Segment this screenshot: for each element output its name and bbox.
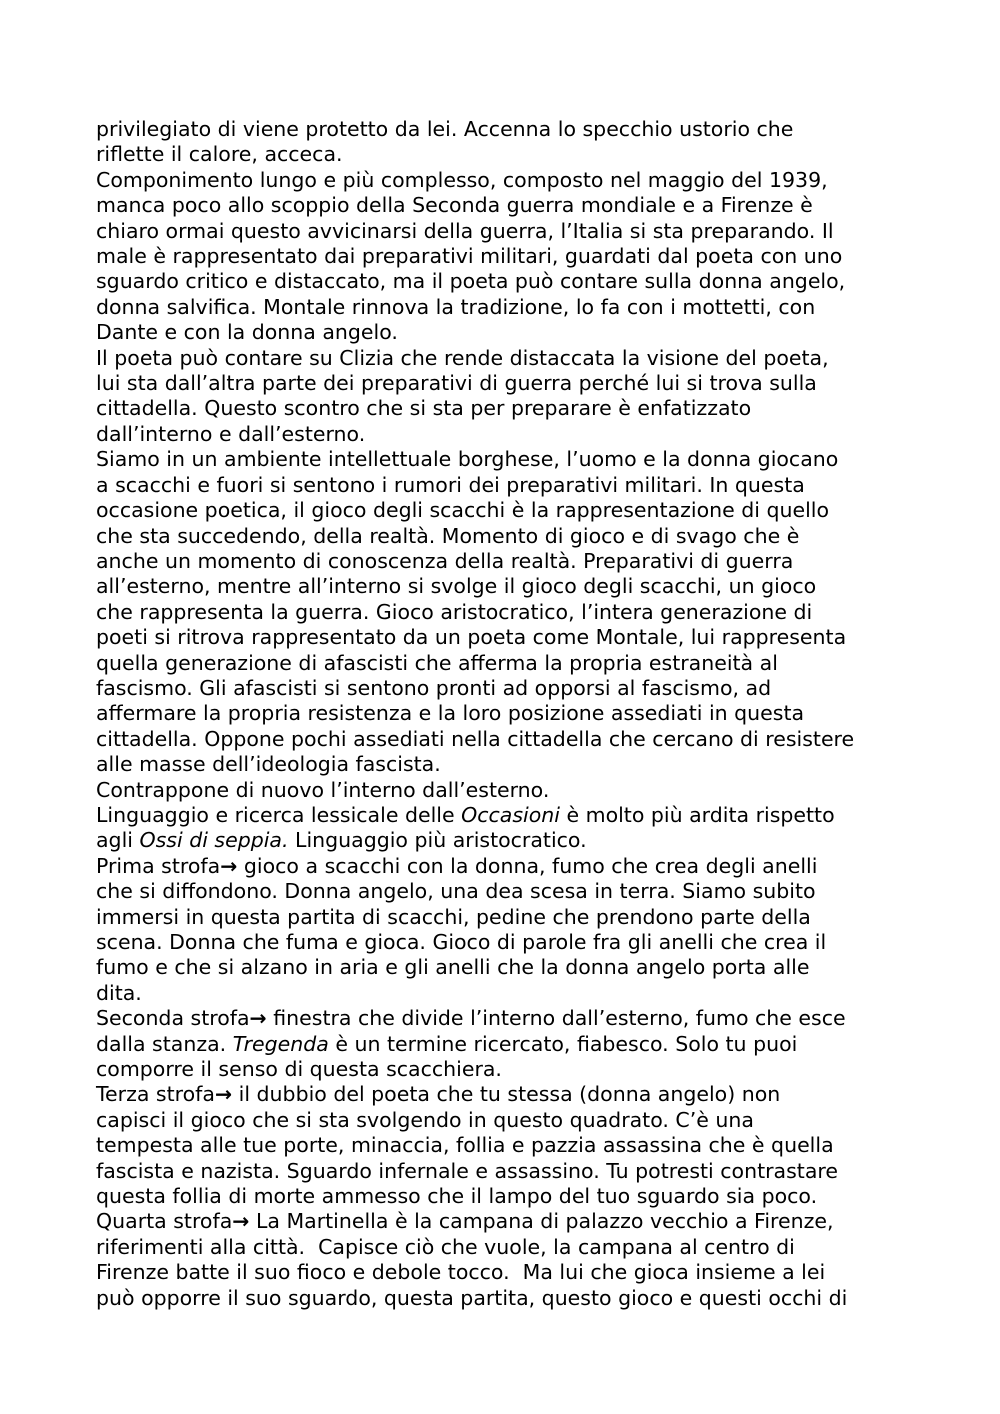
text-segment: riflette il calore, acceca.	[96, 142, 343, 167]
text-line	[96, 117, 916, 142]
text-segment: manca poco allo scoppio della Seconda guerra mondiale e a Firenze è	[96, 193, 813, 218]
text-line	[96, 295, 916, 320]
paragraph-p4	[96, 447, 916, 777]
text-line	[96, 1006, 916, 1031]
paragraph-p10	[96, 1209, 916, 1311]
text-segment: sguardo critico e distaccato, ma il poeta può contare sulla donna angelo,	[96, 269, 846, 294]
text-segment: comporre il senso di questa scacchiera.	[96, 1057, 502, 1082]
text-line	[96, 981, 916, 1006]
text-line	[96, 778, 916, 803]
text-line	[96, 676, 916, 701]
text-segment: chiaro ormai questo avvicinarsi della guerra, l’Italia si sta preparando. Il	[96, 218, 834, 243]
text-line	[96, 244, 916, 269]
text-segment: male è rappresentato dai preparativi militari, guardati dal poeta con uno	[96, 244, 843, 269]
text-line	[96, 701, 916, 726]
text-segment: può opporre il suo sguardo, questa partita, questo gioco e questi occhi di	[96, 1285, 848, 1310]
text-segment: Contrappone di nuovo l’interno dall’esterno.	[96, 777, 550, 802]
text-segment: occasione poetica, il gioco degli scacchi è la rappresentazione di quello	[96, 498, 830, 523]
text-segment: affermare la propria resistenza e la loro posizione assediati in questa	[96, 701, 805, 726]
text-line	[96, 1133, 916, 1158]
text-segment: fascismo. Gli afascisti si sentono pronti ad opporsi al fascismo, ad	[96, 675, 772, 700]
text-segment: riferimenti alla città. Capisce ciò che vuole, la campana al centro di	[96, 1234, 795, 1259]
text-line	[96, 1260, 916, 1285]
text-line	[96, 422, 916, 447]
text-line	[96, 193, 916, 218]
text-line	[96, 803, 916, 828]
text-segment: che si diffondono. Donna angelo, una dea scesa in terra. Siamo subito	[96, 879, 816, 904]
text-line	[96, 1184, 916, 1209]
text-line	[96, 955, 916, 980]
text-line	[96, 346, 916, 371]
text-segment: Componimento lungo e più complesso, composto nel maggio del 1939,	[96, 167, 828, 192]
text-segment: questa follia di morte ammesso che il lampo del tuo sguardo sia poco.	[96, 1184, 818, 1209]
text-line	[96, 854, 916, 879]
text-segment: poeti si ritrova rappresentato da un poeta come Montale, lui rappresenta	[96, 625, 847, 650]
right-arrow-icon: →	[220, 853, 238, 878]
text-segment: Quarta strofa	[96, 1209, 233, 1234]
text-line	[96, 1235, 916, 1260]
text-line	[96, 219, 916, 244]
text-segment: Prima strofa	[96, 853, 221, 878]
text-line	[96, 1159, 916, 1184]
text-line	[96, 1209, 916, 1234]
right-arrow-icon: →	[249, 1006, 267, 1031]
text-line	[96, 574, 916, 599]
text-line	[96, 651, 916, 676]
text-segment: è molto più ardita rispetto	[559, 802, 835, 827]
text-line	[96, 930, 916, 955]
paragraph-p8	[96, 1006, 916, 1082]
paragraph-p2	[96, 168, 916, 346]
paragraph-p7	[96, 854, 916, 1006]
text-line	[96, 269, 916, 294]
text-segment: all’esterno, mentre all’interno si svolge il gioco degli scacchi, un gioco	[96, 574, 817, 599]
text-segment: che sta succedendo, della realtà. Momento di gioco e di svago che è	[96, 523, 800, 548]
text-segment: Linguaggio e ricerca lessicale delle	[96, 802, 462, 827]
text-line	[96, 1082, 916, 1107]
text-line	[96, 600, 916, 625]
paragraph-p5	[96, 778, 916, 803]
right-arrow-icon: →	[232, 1209, 250, 1234]
italic-title: Ossi di seppia.	[139, 828, 289, 853]
text-segment: dita.	[96, 980, 142, 1005]
text-segment: finestra che divide l’interno dall’esterno, fumo che esce	[266, 1006, 846, 1031]
text-segment: alle masse dell’ideologia fascista.	[96, 752, 441, 777]
italic-title: Tregenda	[232, 1031, 329, 1056]
paragraph-p9	[96, 1082, 916, 1209]
paragraph-p1	[96, 117, 916, 168]
text-segment: a scacchi e fuori si sentono i rumori dei preparativi militari. In questa	[96, 472, 805, 497]
text-segment: cittadella. Questo scontro che si sta per preparare è enfatizzato	[96, 396, 752, 421]
text-segment: fumo e che si alzano in aria e gli anelli che la donna angelo porta alle	[96, 955, 810, 980]
text-segment: fascista e nazista. Sguardo infernale e assassino. Tu potresti contrastare	[96, 1158, 838, 1183]
document-body	[96, 117, 916, 1311]
text-line	[96, 473, 916, 498]
text-line	[96, 168, 916, 193]
text-segment: La Martinella è la campana di palazzo vecchio a Firenze,	[249, 1209, 834, 1234]
text-segment: immersi in questa partita di scacchi, pedine che prendono parte della	[96, 904, 811, 929]
text-segment: Siamo in un ambiente intellettuale borghese, l’uomo e la donna giocano	[96, 447, 839, 472]
text-line	[96, 1057, 916, 1082]
text-segment: Dante e con la donna angelo.	[96, 320, 398, 345]
text-line	[96, 879, 916, 904]
right-arrow-icon: →	[214, 1082, 233, 1107]
text-segment: Linguaggio più aristocratico.	[288, 828, 587, 853]
text-segment: è un termine ricercato, fiabesco. Solo tu puoi	[328, 1031, 798, 1056]
text-line	[96, 524, 916, 549]
text-line	[96, 625, 916, 650]
text-segment: gioco a scacchi con la donna, fumo che crea degli anelli	[237, 853, 818, 878]
text-line	[96, 142, 916, 167]
text-segment: donna salvifica. Montale rinnova la tradizione, lo fa con i mottetti, con	[96, 294, 816, 319]
text-line	[96, 371, 916, 396]
text-line	[96, 549, 916, 574]
text-segment: privilegiato di viene protetto da lei. Accenna lo specchio ustorio che	[96, 117, 794, 141]
text-segment: che rappresenta la guerra. Gioco aristocratico, l’intera generazione di	[96, 599, 813, 624]
text-line	[96, 727, 916, 752]
text-line	[96, 905, 916, 930]
text-segment: lui sta dall’altra parte dei preparativi di guerra perché lui si trova sulla	[96, 371, 817, 396]
italic-title: Occasioni	[461, 802, 560, 827]
text-line	[96, 1032, 916, 1057]
text-segment: dalla stanza.	[96, 1031, 233, 1056]
text-segment: il dubbio del poeta che tu stessa (donna angelo) non	[232, 1082, 781, 1107]
text-line	[96, 1108, 916, 1133]
paragraph-p6	[96, 803, 916, 854]
text-line	[96, 752, 916, 777]
text-line	[96, 498, 916, 523]
text-segment: Terza strofa	[96, 1082, 215, 1107]
text-line	[96, 447, 916, 472]
text-segment: Seconda strofa	[96, 1006, 250, 1031]
text-segment: Il poeta può contare su Clizia che rende distaccata la visione del poeta,	[96, 345, 829, 370]
text-line	[96, 396, 916, 421]
text-line	[96, 828, 916, 853]
paragraph-p3	[96, 346, 916, 448]
text-segment: dall’interno e dall’esterno.	[96, 421, 366, 446]
text-line	[96, 320, 916, 345]
text-segment: capisci il gioco che si sta svolgendo in questo quadrato. C’è una	[96, 1107, 754, 1132]
text-segment: cittadella. Oppone pochi assediati nella cittadella che cercano di resistere	[96, 726, 855, 751]
text-segment: tempesta alle tue porte, minaccia, follia e pazzia assassina che è quella	[96, 1133, 834, 1158]
text-segment: scena. Donna che fuma e gioca. Gioco di parole fra gli anelli che crea il	[96, 930, 827, 954]
text-segment: quella generazione di afascisti che afferma la propria estraneità al	[96, 650, 778, 675]
text-segment: agli	[96, 828, 140, 853]
text-line	[96, 1286, 916, 1311]
text-segment: Firenze batte il suo fioco e debole tocco. Ma lui che gioca insieme a lei	[96, 1260, 826, 1285]
text-segment: anche un momento di conoscenza della realtà. Preparativi di guerra	[96, 548, 794, 573]
